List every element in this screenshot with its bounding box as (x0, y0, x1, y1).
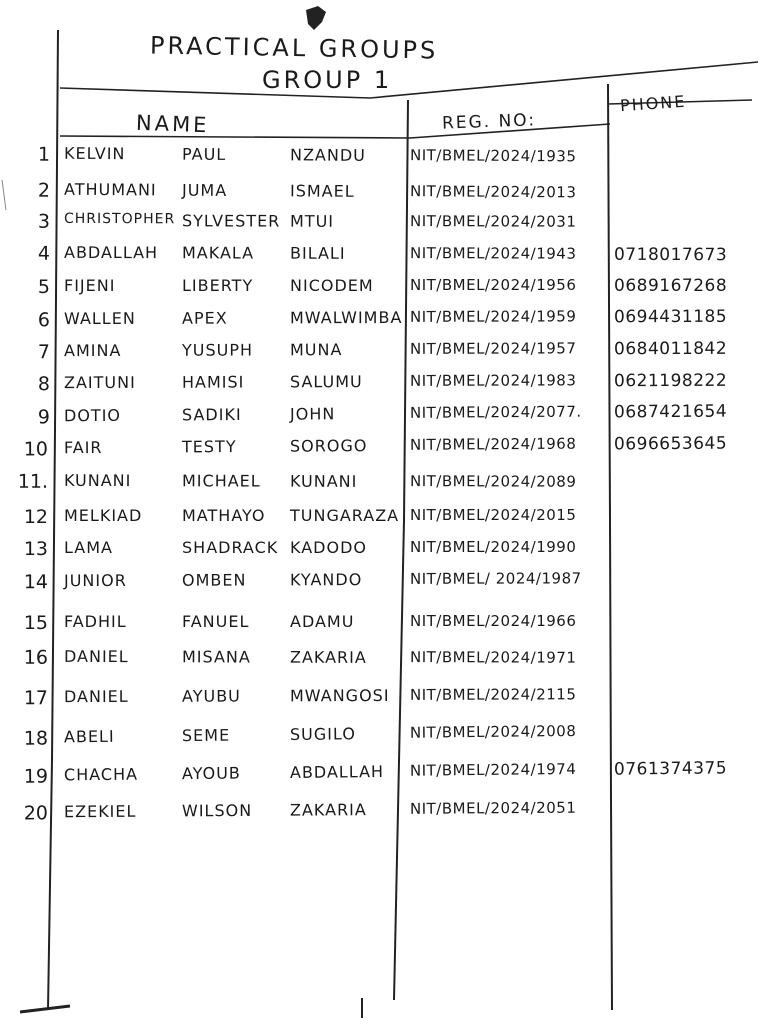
middle-name: JUMA (181, 180, 228, 200)
header-top-line (60, 62, 758, 98)
reg-number: NIT/BMEL/2024/2115 (409, 685, 577, 704)
row-number: 1 (37, 143, 51, 166)
reg-number: NIT/BMEL/ 2024/1987 (409, 569, 582, 588)
first-name: FIJENI (64, 276, 116, 295)
reg-number: NIT/BMEL/2024/1968 (409, 434, 577, 454)
table-row (0, 506, 768, 534)
phone-number: 0689167268 (614, 276, 728, 296)
middle-name: SEME (181, 725, 231, 746)
reg-number: NIT/BMEL/2024/1943 (409, 244, 577, 263)
middle-name: MICHAEL (181, 471, 261, 491)
page-title: PRACTICAL GROUPS (149, 31, 439, 65)
last-name: NICODEM (290, 276, 374, 295)
middle-name: TESTY (181, 437, 237, 457)
first-name: ZAITUNI (63, 372, 136, 393)
first-name: MELKIAD (64, 506, 143, 525)
first-name: CHRISTOPHER (63, 210, 176, 228)
reg-number: NIT/BMEL/2024/1983 (409, 371, 577, 390)
last-name: TUNGARAZA (290, 506, 400, 525)
middle-name: HAMISI (181, 372, 245, 392)
row-number: 20 (23, 802, 49, 825)
last-name: ADAMU (290, 612, 355, 631)
row-number: 12 (23, 506, 48, 528)
row-number: 7 (37, 341, 51, 364)
first-name: DOTIO (63, 405, 122, 426)
middle-name: MAKALA (181, 243, 255, 263)
row-number: 17 (23, 687, 49, 710)
table-row (0, 371, 768, 402)
first-name: DANIEL (63, 686, 129, 707)
ink-blot (306, 6, 326, 30)
first-name: ABDALLAH (63, 242, 159, 263)
last-name: ZAKARIA (289, 800, 367, 820)
reg-number: NIT/BMEL/2024/1959 (409, 307, 577, 326)
last-name: MTUI (289, 211, 335, 231)
table-row (0, 569, 768, 600)
table-row (0, 538, 768, 566)
first-name: JUNIOR (63, 570, 127, 591)
phone-number: 0687421654 (613, 401, 728, 423)
row-number: 16 (23, 646, 49, 669)
middle-name: SYLVESTER (181, 211, 281, 231)
table-row (0, 612, 768, 640)
reg-number: NIT/BMEL/2024/1956 (410, 276, 577, 294)
middle-name: YUSUPH (181, 340, 254, 360)
table-row (0, 243, 768, 274)
last-name: JOHN (289, 404, 336, 424)
table-row (0, 211, 768, 242)
reg-number: NIT/BMEL/2024/1974 (409, 759, 577, 780)
phone-number: 0684011842 (613, 338, 728, 360)
table-row (0, 401, 768, 434)
phone-number: 0621198222 (613, 370, 728, 392)
table-row (0, 797, 768, 830)
table-row (0, 143, 768, 176)
middle-name: OMBEN (181, 570, 247, 590)
reg-number: NIT/BMEL/2024/1971 (409, 648, 577, 667)
last-name: MWANGOSI (289, 685, 390, 706)
name-column-header: NAME (135, 110, 210, 138)
reg-number: NIT/BMEL/2024/2015 (410, 506, 577, 524)
row-number: 2 (37, 179, 51, 202)
row-number: 5 (37, 276, 50, 298)
middle-name: AYOUB (181, 763, 241, 784)
middle-name: SADIKI (181, 404, 242, 425)
reg-number: NIT/BMEL/2024/1990 (410, 538, 577, 556)
middle-name: MATHAYO (182, 506, 266, 525)
first-name: ABELI (63, 726, 115, 747)
reg-number: NIT/BMEL/2024/2013 (409, 182, 577, 202)
last-name: SOROGO (289, 436, 368, 456)
row-number: 18 (23, 727, 49, 750)
row-number: 15 (23, 612, 48, 634)
last-name: ZAKARIA (289, 647, 367, 667)
last-name: KUNANI (289, 471, 358, 491)
table-row (0, 276, 768, 304)
last-name: SUGILO (289, 724, 356, 744)
table-row (0, 433, 768, 466)
last-name: KADODO (290, 538, 367, 557)
row-number: 6 (37, 309, 51, 332)
row-number: 8 (37, 373, 51, 396)
phone-number: 0761374375 (613, 758, 728, 780)
table-row (0, 179, 768, 212)
bottom-mark (20, 1006, 70, 1012)
first-name: WALLEN (63, 308, 136, 329)
last-name: SALUMU (289, 372, 363, 392)
table-row (0, 307, 768, 338)
middle-name: APEX (181, 308, 228, 328)
first-name: CHACHA (63, 764, 139, 785)
last-name: ISMAEL (289, 181, 355, 201)
first-name: FAIR (63, 437, 103, 458)
row-number: 14 (23, 571, 49, 594)
last-name: BILALI (289, 243, 346, 263)
reg-column-header: REG. NO: (441, 110, 537, 134)
first-name: ATHUMANI (63, 179, 157, 200)
row-number: 11. (17, 470, 49, 493)
middle-name: PAUL (181, 144, 227, 164)
row-number: 4 (37, 242, 51, 265)
last-name: MWALWIMBA (289, 307, 403, 328)
last-name: KYANDO (289, 570, 363, 590)
phone-number: 0718017673 (613, 244, 728, 266)
reg-number: NIT/BMEL/2024/2077. (409, 402, 582, 422)
first-name: EZEKIEL (63, 801, 137, 822)
middle-name: AYUBU (181, 686, 241, 706)
reg-number: NIT/BMEL/2024/2008 (409, 721, 577, 742)
first-name: FADHIL (64, 612, 127, 631)
phone-column-header: PHONE (619, 91, 687, 116)
row-number: 10 (23, 438, 49, 461)
middle-name: FANUEL (182, 612, 250, 631)
first-name: DANIEL (63, 646, 129, 667)
first-name: KUNANI (63, 470, 132, 491)
table-row (0, 471, 768, 502)
group-subtitle: GROUP 1 (262, 66, 393, 94)
row-number: 9 (37, 406, 51, 429)
middle-name: WILSON (181, 800, 253, 821)
middle-name: LIBERTY (182, 276, 254, 295)
first-name: AMINA (63, 340, 122, 361)
first-name: KELVIN (63, 143, 126, 164)
last-name: ABDALLAH (289, 761, 385, 782)
row-number: 19 (23, 765, 49, 788)
last-name: MUNA (289, 340, 343, 360)
table-row (0, 685, 768, 716)
reg-number: NIT/BMEL/2024/1935 (409, 146, 577, 166)
middle-name: MISANA (181, 647, 251, 667)
first-name: LAMA (64, 538, 113, 557)
row-number: 13 (23, 538, 48, 560)
table-row (0, 339, 768, 370)
last-name: NZANDU (289, 145, 366, 165)
table-row (0, 647, 768, 678)
reg-number: NIT/BMEL/2024/2051 (409, 798, 577, 818)
reg-number: NIT/BMEL/2024/2031 (409, 212, 577, 231)
reg-number: NIT/BMEL/2024/1966 (410, 612, 577, 630)
row-number: 3 (37, 210, 51, 233)
phone-number: 0696653645 (613, 433, 728, 455)
middle-name: SHADRACK (182, 538, 279, 557)
reg-number: NIT/BMEL/2024/1957 (409, 339, 577, 358)
phone-number: 0694431185 (613, 306, 728, 328)
reg-number: NIT/BMEL/2024/2089 (409, 472, 577, 491)
